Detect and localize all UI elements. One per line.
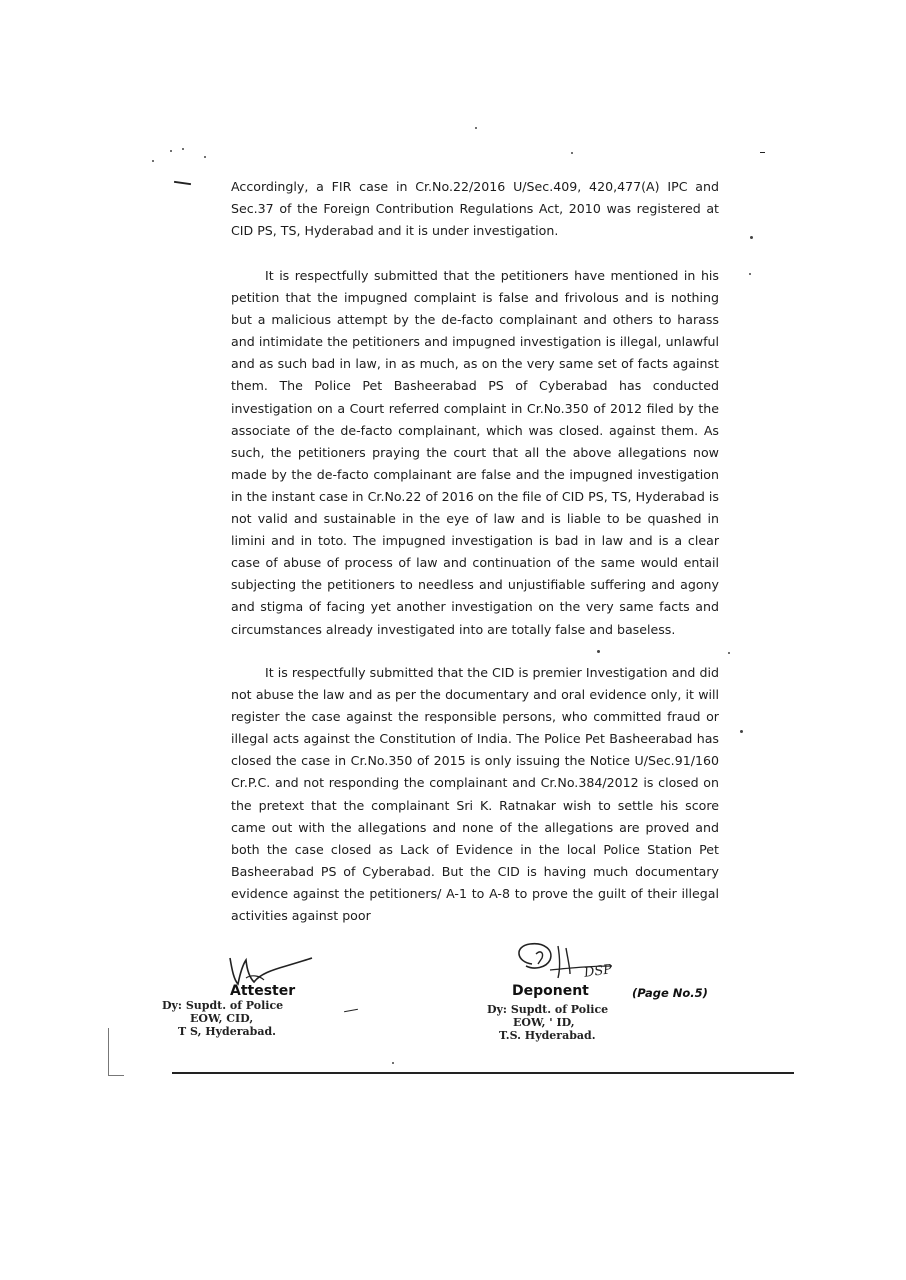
page-number: (Page No.5) (632, 986, 708, 1000)
scan-speck (182, 148, 184, 150)
scan-speck (204, 156, 206, 158)
bottom-rule (172, 1072, 794, 1074)
paragraph-text: Accordingly, a FIR case in Cr.No.22/2016 U/Sec.409, 420,477(A) IPC and Sec.37 of the Foreign Contribution Regulations Act, 2010 was registered at CID PS, TS, Hyderabad and it is under investigation. (231, 179, 719, 239)
scan-speck (750, 236, 753, 239)
scan-speck (597, 650, 600, 653)
deponent-label: Deponent (512, 983, 589, 999)
margin-line (108, 1075, 124, 1076)
deponent-stamp (487, 1003, 608, 1042)
attester-stamp-line: EOW, CID, (190, 1012, 254, 1025)
margin-mark (174, 181, 191, 185)
scan-speck (152, 160, 154, 162)
margin-mark (344, 1009, 358, 1012)
scan-speck (571, 152, 573, 154)
paragraph-3 (231, 662, 719, 927)
attester-stamp-line: T S, Hyderabad. (178, 1025, 276, 1038)
scan-speck (749, 273, 751, 275)
paragraph-text: It is respectfully submitted that the CID is premier Investigation and did not abuse the law and as per the documentary and oral evidence only, it will register the case against the responsible persons, who committed fraud or illegal acts against the Constitution of India. The Police Pet Basheerabad has closed the case in Cr.No.350 of 2015 is only issuing the Notice U/Sec.91/160 Cr.P.C. and not responding the complainant and Cr.No.384/2012 is closed on the pretext that the complainant Sri K. Ratnakar wish to settle his score came out with the allegations and none of the allegations are proved and both the case closed as Lack of Evidence in the local Police Station Pet Basheerabad PS of Cyberabad. But the CID is having much documentary evidence against the petitioners/ A-1 to A-8 to prove the guilt of their illegal activities against poor (231, 665, 719, 924)
scan-speck (170, 150, 172, 152)
attester-stamp-line: Dy: Supdt. of Police (162, 999, 284, 1012)
scan-speck (392, 1062, 394, 1064)
margin-line (108, 1028, 109, 1076)
margin-mark (760, 152, 765, 153)
paragraph-2 (231, 265, 719, 641)
attester-stamp (162, 999, 283, 1038)
deponent-stamp-line: EOW, ' ID, (513, 1016, 575, 1029)
deponent-stamp-line: T.S. Hyderabad. (499, 1029, 596, 1042)
paragraph-1 (231, 176, 719, 242)
paragraph-text: It is respectfully submitted that the petitioners have mentioned in his petition that the impugned complaint is false and frivolous and is nothing but a malicious attempt by the de-facto complainant and others to harass and intimidate the petitioners and impugned investigation is illegal, unlawful and as such bad in law, in as much, as on the very same set of facts against them. The Police Pet Basheerabad PS of Cyberabad has conducted investigation on a Court referred complaint in Cr.No.350 of 2012 filed by the associate of the de-facto complainant, which was closed. against them. As such, the petitioners praying the court that all the above allegations now made by the de-facto complainant are false and the impugned investigation in the instant case in Cr.No.22 of 2016 on the file of CID PS, TS, Hyderabad is not valid and sustainable in the eye of law and is liable to be quashed in limini and in toto. The impugned investigation is bad in law and is a clear case of abuse of process of law and continuation of the same would entail subjecting the petitioners to needless and unjustifiable suffering and agony and stigma of facing yet another investigation on the very same facts and circumstances already investigated into are totally false and baseless. (231, 268, 719, 637)
deponent-stamp-line: Dy: Supdt. of Police (487, 1003, 609, 1016)
deponent-signature-annotation: DSP (583, 962, 613, 981)
deponent-signature (510, 936, 620, 988)
scan-speck (740, 730, 743, 733)
attester-label: Attester (230, 983, 296, 999)
scan-speck (475, 127, 477, 129)
scan-speck (728, 652, 730, 654)
